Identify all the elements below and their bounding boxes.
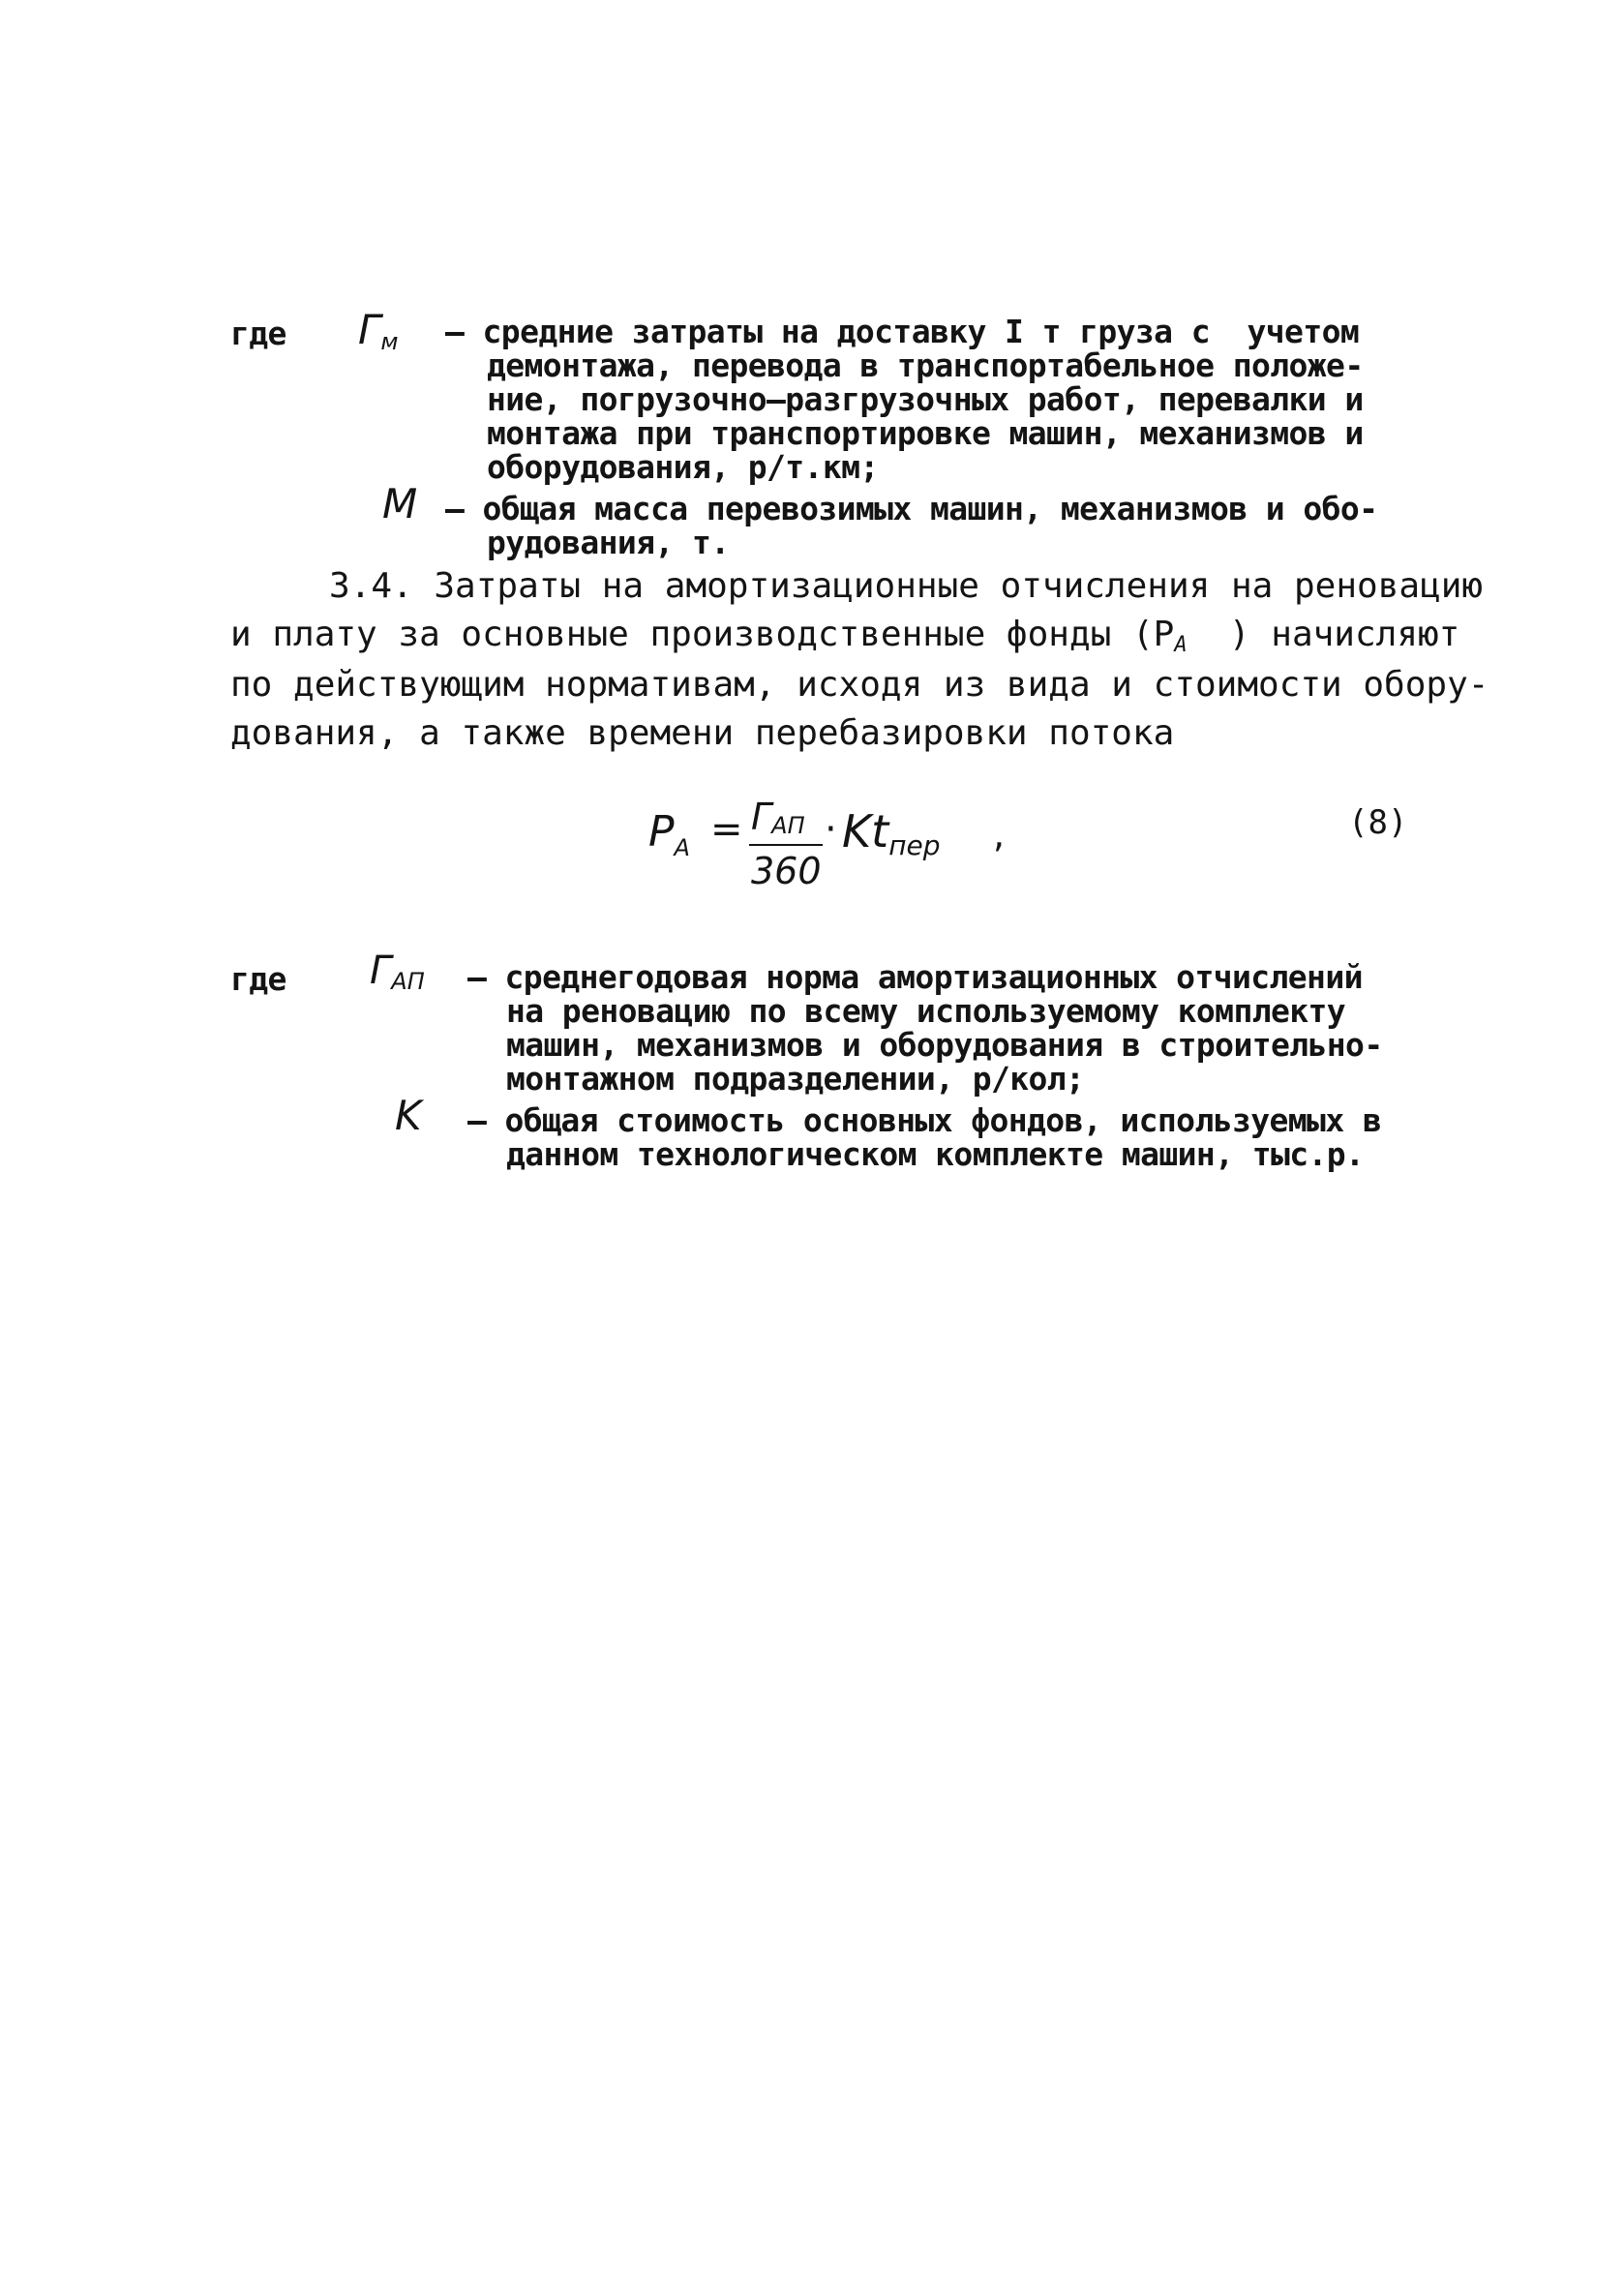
formula-lhs-main: P bbox=[648, 807, 675, 857]
def-m-line-1: – общая масса перевозимых машин, механизмов и обо- bbox=[445, 490, 1378, 527]
symbol-g-m bbox=[358, 306, 399, 355]
fraction-bar bbox=[749, 844, 823, 846]
symbol-g-ap-main: Г bbox=[370, 948, 392, 993]
paragraph-line-2 bbox=[230, 617, 1459, 656]
formula-numerator-sub: АП bbox=[771, 812, 805, 839]
def-g-m-line-4: монтажа при транспортировке машин, механизмов и bbox=[487, 414, 1364, 452]
paragraph-inline-sub: А bbox=[1174, 633, 1188, 657]
def-g-m-line-3: ние, погрузочно–разгрузочных работ, перевалки и bbox=[487, 380, 1364, 418]
formula-rest-main: Kt bbox=[842, 805, 889, 858]
formula-lhs bbox=[648, 807, 690, 861]
formula-dot: · bbox=[825, 807, 837, 852]
formula-equals: = bbox=[710, 807, 743, 852]
symbol-m: M bbox=[382, 480, 418, 527]
def-g-ap-line-4: монтажном подразделении, р/кол; bbox=[506, 1060, 1085, 1098]
formula-rest bbox=[842, 805, 941, 861]
paragraph-line-3: по действующим нормативам, исходя из вида и стоимости обору- bbox=[230, 665, 1489, 705]
symbol-g-m-main: Г bbox=[358, 306, 381, 353]
def-g-m-line-1: – средние затраты на доставку I т груза с учетом bbox=[445, 313, 1360, 350]
formula-numerator bbox=[751, 796, 805, 839]
where-label-2: где bbox=[230, 960, 286, 998]
def-g-m-line-2: демонтажа, перевода в транспортабельное положе- bbox=[487, 346, 1364, 384]
formula-comma: , bbox=[993, 813, 1006, 856]
equation-number: (8) bbox=[1348, 803, 1408, 842]
formula-denominator: 360 bbox=[751, 850, 822, 892]
symbol-g-ap-sub: АП bbox=[391, 968, 425, 995]
formula-lhs-sub: A bbox=[674, 834, 690, 861]
where-label-1: где bbox=[230, 315, 286, 352]
formula-8 bbox=[643, 794, 1049, 890]
symbol-k: K bbox=[395, 1092, 422, 1139]
paragraph-line-2-tail: ) начисляют bbox=[1187, 615, 1460, 654]
paragraph-line-1: 3.4. Затраты на амортизационные отчисления на реновацию bbox=[329, 566, 1484, 606]
symbol-g-m-sub: м bbox=[380, 328, 399, 355]
def-k-line-1: – общая стоимость основных фондов, используемых в bbox=[467, 1101, 1382, 1139]
paragraph-line-2-text: и плату за основные производственные фонды (Р bbox=[230, 615, 1175, 654]
symbol-g-ap bbox=[370, 948, 425, 995]
paragraph-line-4: дования, а также времени перебазировки потока bbox=[230, 713, 1175, 753]
def-g-ap-line-3: машин, механизмов и оборудования в строительно- bbox=[506, 1026, 1383, 1064]
def-g-m-line-5: оборудования, р/т.км; bbox=[487, 448, 879, 486]
def-m-line-2: рудования, т. bbox=[487, 524, 730, 561]
def-k-line-2: данном технологическом комплекте машин, тыс.р. bbox=[506, 1135, 1365, 1173]
def-g-ap-line-2: на реновацию по всему используемому комплекту bbox=[506, 992, 1346, 1030]
formula-numerator-main: Г bbox=[751, 796, 772, 838]
formula-rest-sub: пер bbox=[888, 829, 941, 861]
def-g-ap-line-1: – среднегодовая норма амортизационных отчислений bbox=[467, 958, 1363, 996]
